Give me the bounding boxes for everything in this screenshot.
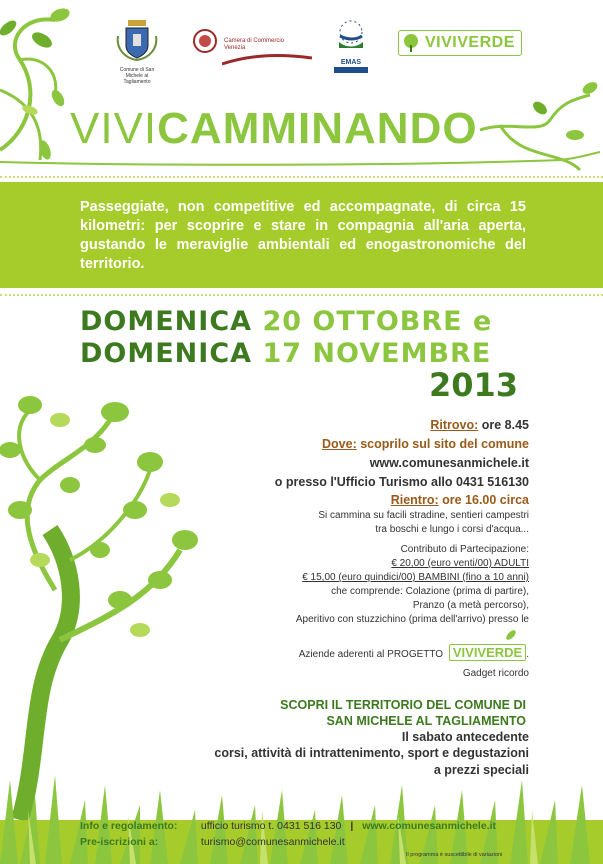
camera-swoosh — [222, 54, 312, 66]
date1-day: DOMENICA — [80, 306, 253, 337]
footer-website-link[interactable]: www.comunesanmichele.it — [362, 820, 497, 832]
contributo-line: Contributo di Partecipazione: — [400, 544, 529, 555]
divider-top — [0, 176, 603, 178]
footer-info-label: Info e regolamento: — [80, 820, 178, 832]
emas-caption: EMAS — [340, 59, 362, 66]
footer-email-link[interactable]: turismo@comunesanmichele.it — [200, 836, 345, 848]
title-camminando: CAMMINANDO — [157, 104, 478, 153]
gadget-line: Gadget ricordo — [462, 668, 529, 679]
comune-logo — [112, 18, 162, 85]
title-underline-swirl — [0, 150, 603, 170]
dove-value: scoprilo sul sito del comune — [360, 437, 529, 451]
title-vivi: VIVI — [70, 104, 158, 153]
promo-line-5: a prezzi speciali — [433, 763, 529, 777]
aziende-line — [299, 644, 529, 661]
path-line-1: Si cammina su facili stradine, sentieri campestri — [318, 510, 529, 521]
footer-separator: | — [350, 820, 354, 832]
divider-bottom — [0, 294, 603, 296]
grass-decoration — [0, 760, 603, 864]
aziende-end: . — [526, 649, 529, 660]
date1-date: 20 OTTOBRE e — [262, 306, 493, 337]
aperitivo-line: Aperitivo con stuzzichino (prima dell'arrivo) presso le — [295, 614, 529, 625]
eu-stars-icon — [334, 18, 368, 54]
date-line-2 — [80, 338, 491, 369]
date2-day: DOMENICA — [80, 338, 253, 369]
emas-logo — [334, 18, 368, 73]
date2-date: 17 NOVEMBRE — [262, 338, 492, 369]
ritrovo-value: ore 8.45 — [481, 418, 529, 432]
price-adulti: € 20,00 (euro venti/00) ADULTI — [391, 558, 529, 569]
footer-note: Il programma è suscettibile di variazioni — [406, 852, 503, 858]
event-year: 2013 — [429, 366, 519, 404]
footer-info-line — [80, 820, 496, 832]
page-title — [70, 104, 478, 154]
date-line-1 — [80, 306, 492, 337]
comune-caption: Comune di San Michele al Tagliamento — [119, 67, 155, 85]
intro-text: Passeggiate, non competitive ed accompagnate, di circa 15 kilometri: per scoprire e stare in compagnia all'aria aperta, gustando le meraviglie ambientali ed enogastronomiche del territorio. — [80, 199, 526, 272]
comprende-line: che comprende: Colazione (prima di partire), — [331, 586, 529, 597]
pranzo-line: Pranzo (a metà percorso), — [412, 600, 529, 611]
path-line-2: tra boschi e lungo i corsi d'acqua... — [375, 524, 529, 535]
coat-of-arms-icon — [112, 18, 162, 62]
ritrovo-label: Ritrovo: — [430, 418, 479, 432]
price-bambini: € 15,00 (euro quindici/00) BAMBINI (fino a 10 anni) — [302, 572, 529, 583]
ritrovo-line — [430, 418, 529, 432]
camera-caption: Camera di Commercio Venezia — [224, 38, 285, 51]
rientro-line — [391, 493, 529, 507]
rientro-label: Rientro: — [390, 493, 439, 507]
camera-seal-icon — [192, 26, 218, 56]
footer-info-value: ufficio turismo t. 0431 516 130 — [200, 820, 342, 832]
promo-line-3: Il sabato antecedente — [401, 730, 529, 744]
viviverde-header-logo — [398, 30, 522, 56]
rientro-value: ore 16.00 circa — [442, 493, 529, 507]
dove-label: Dove: — [322, 437, 357, 451]
promo-line-4: corsi, attività di intrattenimento, sport e degustazioni — [214, 746, 529, 760]
footer-pre-line — [80, 836, 345, 848]
footer-pre-label: Pre-iscrizioni a: — [80, 836, 159, 848]
promo-line-2: SAN MICHELE AL TAGLIAMENTO — [326, 714, 526, 728]
tree-illustration — [0, 390, 250, 820]
aziende-viviverde-logo: VIVIVERDE — [449, 644, 526, 661]
website-link[interactable]: www.comunesanmichele.it — [369, 456, 529, 470]
dove-line — [322, 437, 529, 451]
ufficio-line: o presso l'Ufficio Turismo allo 0431 516130 — [274, 475, 529, 489]
promo-line-1: SCOPRI IL TERRITORIO DEL COMUNE DI — [280, 698, 526, 712]
emas-badge — [334, 67, 368, 73]
aziende-text: Aziende aderenti al PROGETTO — [298, 649, 444, 660]
tree-icon — [401, 33, 421, 53]
viviverde-header-text: VIVIVERDE — [425, 34, 515, 51]
aziende-leaf-icon — [504, 628, 518, 642]
